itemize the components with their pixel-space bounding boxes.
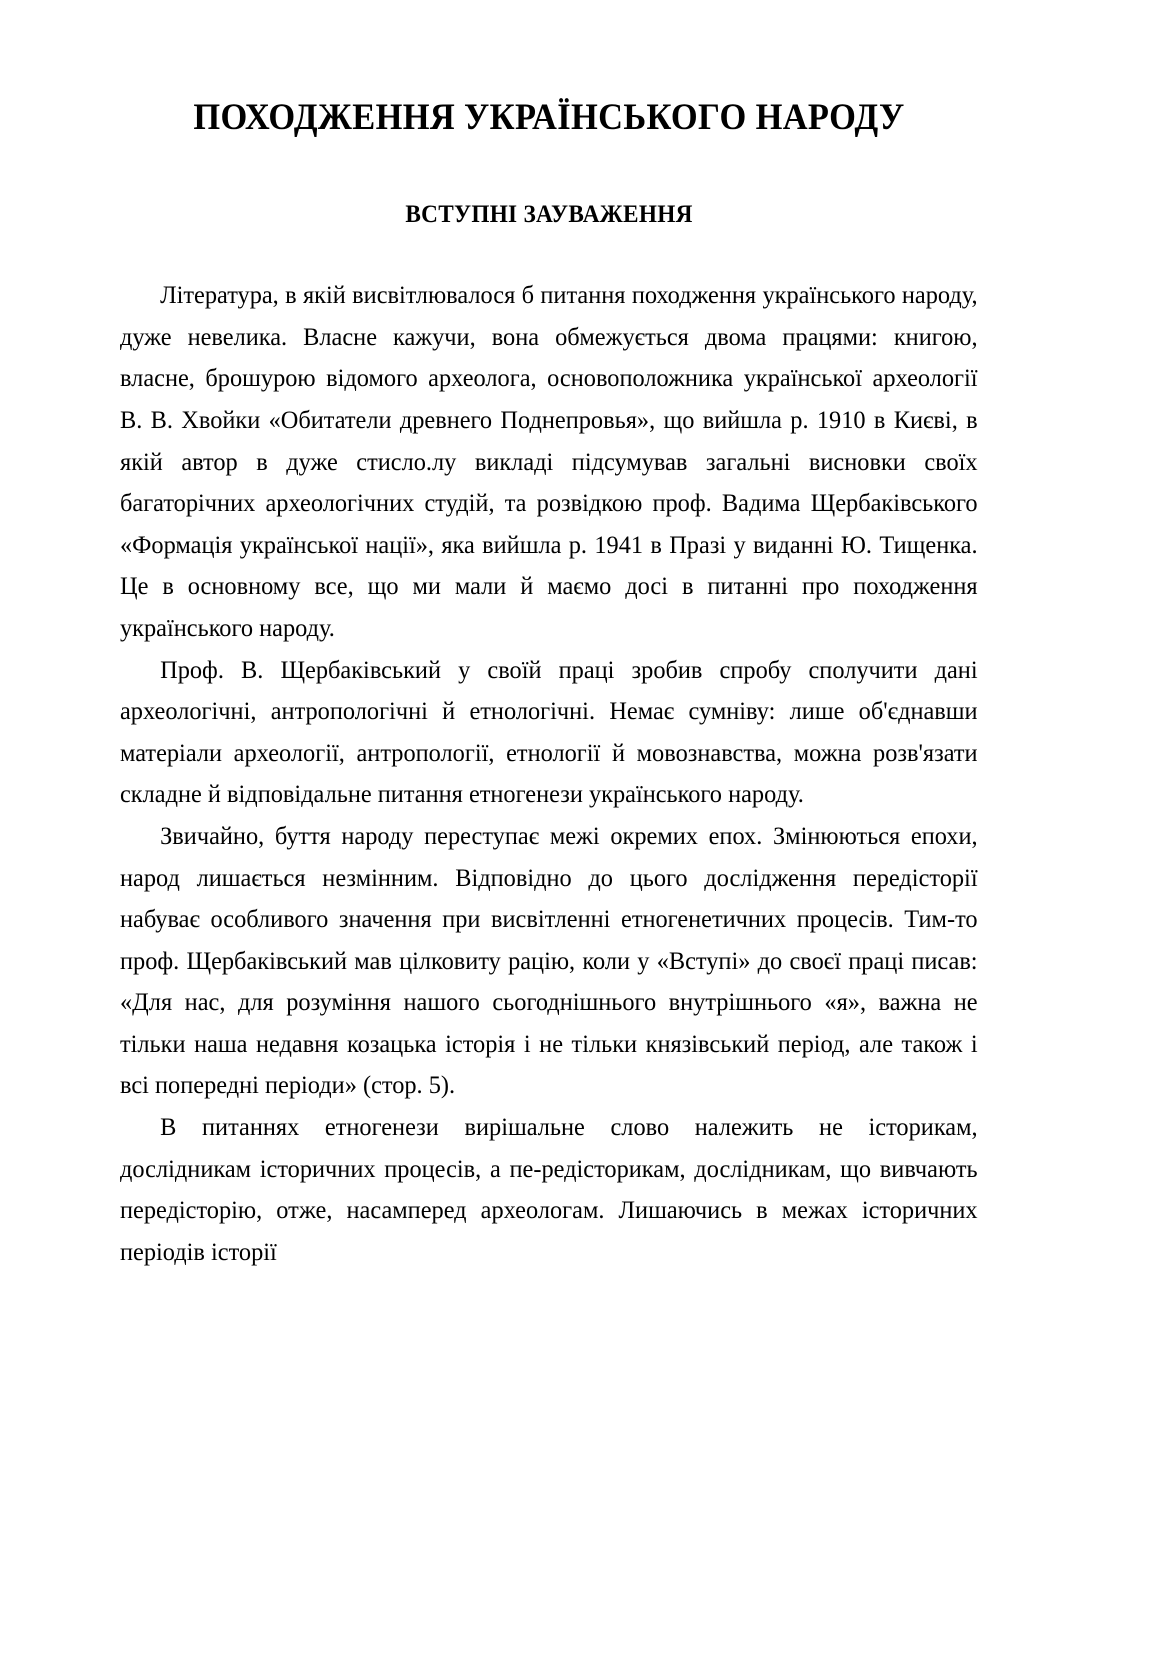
body-text (120, 228, 978, 1272)
section-heading: ВСТУПНІ ЗАУВАЖЕННЯ (405, 200, 693, 228)
page-title: ПОХОДЖЕННЯ УКРАЇНСЬКОГО НАРОДУ (193, 97, 905, 138)
paragraph-2: Проф. В. Щербаківський у своїй праці зробив спробу сполучити дані археологічні, антропологічні й етнологічні. Немає сумніву: лише об'єднавши матеріали археології, антропології, етнології й мовознавства, можна розв'язати складне й відповідальне питання етногенези українського народу. (120, 654, 978, 809)
paragraph-4: В питаннях етногенези вирішальне слово належить не історикам, дослідникам історичних процесів, а пе-редісторикам, дослідникам, що вивчають передісторію, отже, насамперед археологам. Лишаючись в межах історичних періодів історії (120, 1112, 978, 1266)
paragraph-3: Звичайно, буття народу переступає межі окремих епох. Змінюються епохи, народ лишається незмінним. Відповідно до цього дослідження передісторії набуває особливого значення при висвітленні етногенетичних процесів. Тим-то проф. Щербаківський мав цілковиту рацію, коли у «Вступі» до своєї праці писав: «Для нас, для розуміння нашого сьогоднішнього внутрішнього «я», важна не тільки наша недавня козацька історія і не тільки князівський період, але також і всі попередні періоди» (стор. 5). (120, 820, 978, 1100)
page-content (120, 0, 978, 1272)
paragraph-1: Література, в якій висвітлювалося б питання походження українського народу, дуже невелика. Власне кажучи, вона обмежується двома працями: книгою, власне, брошурою відомого археолога, основоположника української археології В. В. Хвойки «Обитатели древнего Поднепровья», що вийшла р. 1910 в Києві, в якій автор в дуже стисло.лу викладі підсумував загальні висновки своїх багаторічних археологічних студій, та розвідкою проф. Вадима Щербаківського «Формація української нації», яка вийшла р. 1941 в Празі у виданні Ю. Тищенка. Це в основному все, що ми мали й маємо досі в питанні про походження українського народу. (120, 280, 978, 642)
